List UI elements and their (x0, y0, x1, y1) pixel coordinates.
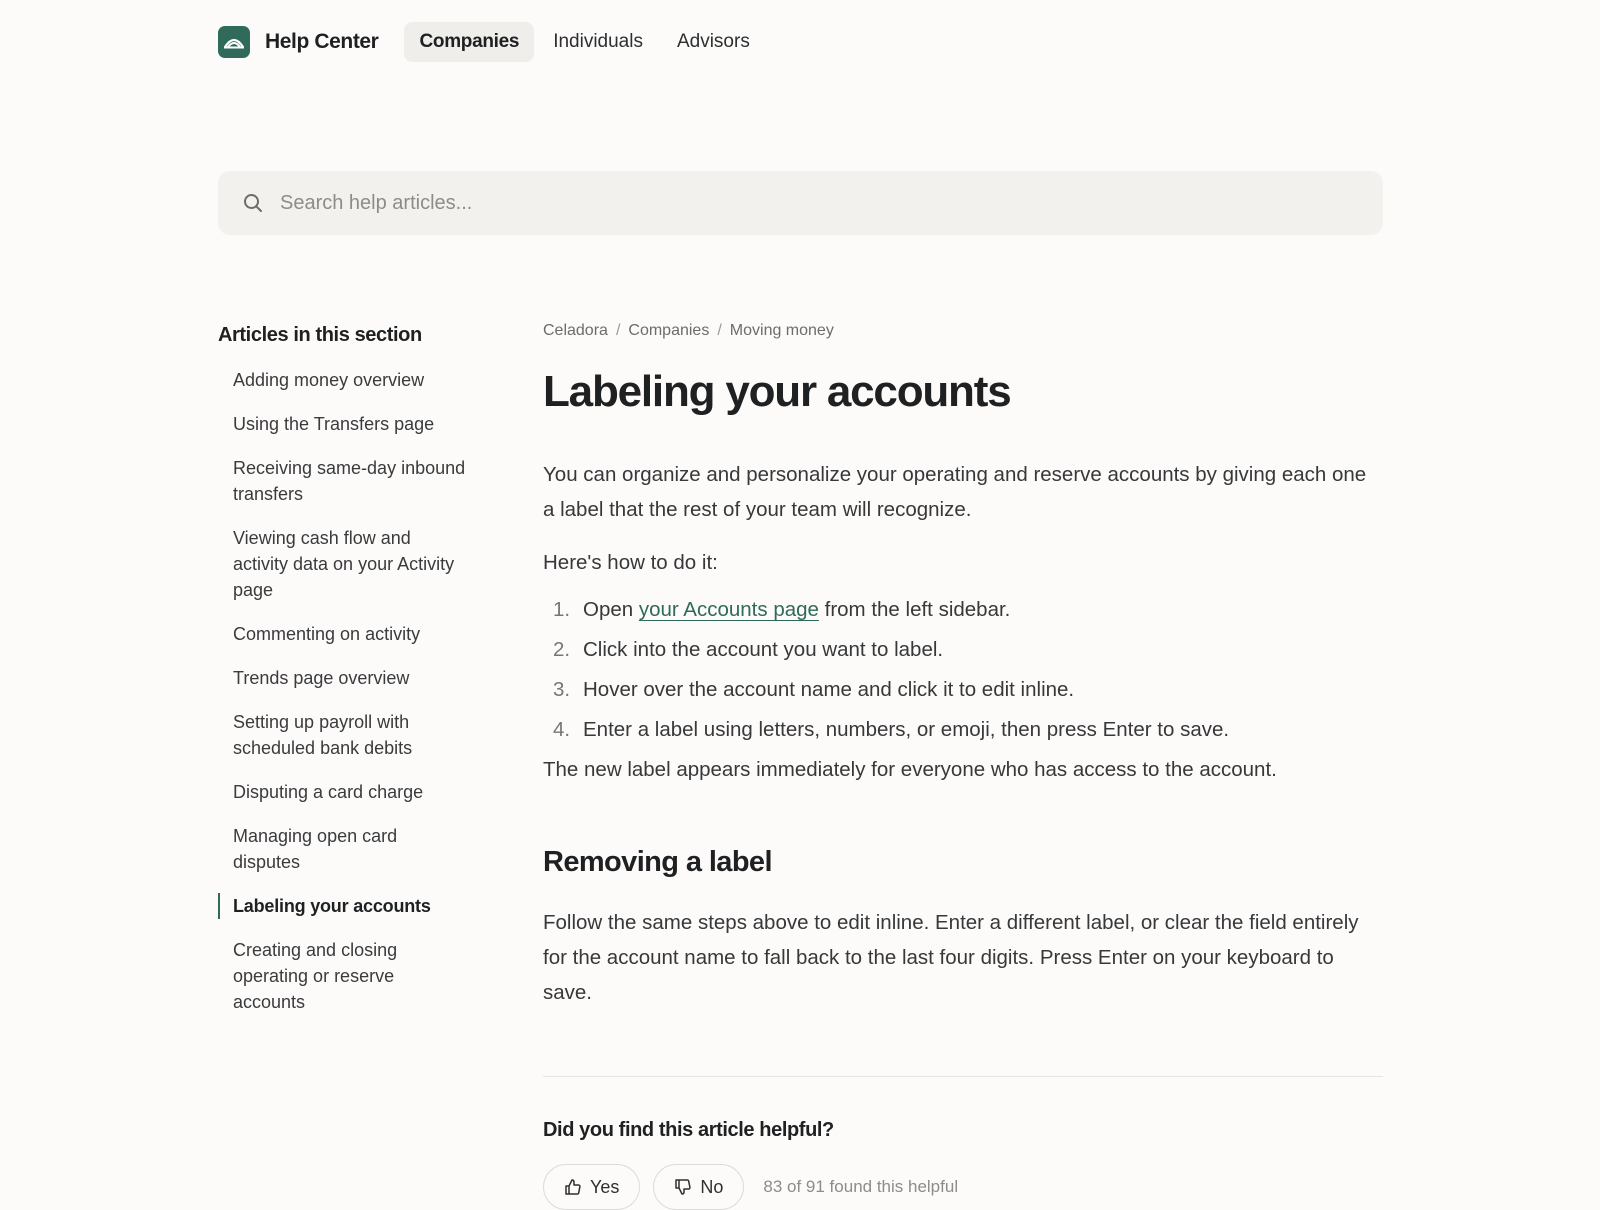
article-list (218, 367, 468, 1015)
brand-name[interactable]: Help Center (265, 30, 379, 53)
sidebar-item-viewing-cash-flow[interactable]: Viewing cash flow and activity data on your Activity page (233, 528, 455, 600)
sidebar-title: Articles in this section (218, 324, 422, 346)
howto-text: Here's how to do it: (543, 551, 718, 574)
top-nav (218, 22, 769, 62)
step-number: 1. (553, 598, 571, 621)
list-item (543, 714, 1383, 746)
step-number: 2. (553, 638, 571, 661)
breadcrumb (543, 322, 1383, 340)
list-item (543, 634, 1383, 666)
step-number: 4. (553, 718, 571, 741)
steps-list (543, 594, 1383, 746)
sidebar-item-creating-closing-accounts[interactable]: Creating and closing operating or reserve accounts (233, 940, 398, 1012)
sidebar-item-adding-money-overview[interactable]: Adding money overview (233, 370, 425, 390)
search-input[interactable] (280, 192, 1383, 215)
feedback-actions (543, 1164, 1383, 1210)
tab-companies[interactable]: Companies (404, 22, 534, 62)
no-button[interactable] (653, 1164, 744, 1210)
divider (543, 1076, 1383, 1077)
search-bar[interactable] (218, 171, 1383, 235)
sidebar-item-trends-overview[interactable]: Trends page overview (233, 668, 410, 688)
sidebar-item-same-day-inbound[interactable]: Receiving same-day inbound transfers (233, 458, 466, 504)
sidebar-item-using-transfers-page[interactable]: Using the Transfers page (233, 414, 435, 434)
sidebar-item-managing-disputes[interactable]: Managing open card disputes (233, 826, 398, 872)
section-sidebar (218, 324, 468, 1033)
after-steps-text: The new label appears immediately for everyone who has access to the account. (543, 758, 1277, 781)
list-item (543, 674, 1383, 706)
page-title: Labeling your accounts (543, 367, 1011, 416)
breadcrumb-separator: / (717, 322, 722, 339)
step-text-prefix: Open (583, 598, 639, 621)
no-label: No (700, 1176, 724, 1197)
tab-advisors[interactable]: Advisors (676, 31, 750, 52)
thumbs-down-icon (674, 1178, 692, 1196)
helpful-count: 83 of 91 found this helpful (763, 1177, 959, 1196)
section-heading: Removing a label (543, 846, 772, 878)
list-item (543, 594, 1383, 626)
yes-label: Yes (590, 1176, 620, 1197)
yes-button[interactable] (543, 1164, 640, 1210)
bridge-logo-icon[interactable] (218, 26, 250, 58)
sidebar-item-payroll-bank-debits[interactable]: Setting up payroll with scheduled bank debits (233, 712, 413, 758)
step-text: Hover over the account name and click it to edit inline. (583, 678, 1075, 701)
step-text: Enter a label using letters, numbers, or emoji, then press Enter to save. (583, 718, 1230, 741)
section-body: Follow the same steps above to edit inline. Enter a different label, or clear the field entirely for the account name to fall back to the last four digits. Press Enter on your keyboard to save. (543, 911, 1359, 1004)
sidebar-item-disputing-card-charge[interactable]: Disputing a card charge (233, 782, 424, 802)
thumbs-up-icon (564, 1178, 582, 1196)
article-intro: You can organize and personalize your operating and reserve accounts by giving each one a label that the rest of your team will recognize. (543, 463, 1367, 521)
sidebar-item-commenting-on-activity[interactable]: Commenting on activity (233, 624, 421, 644)
step-text: Click into the account you want to label. (583, 638, 944, 661)
breadcrumb-item-celadora[interactable]: Celadora (543, 322, 608, 339)
breadcrumb-item-companies[interactable]: Companies (628, 322, 710, 339)
search-icon (242, 192, 264, 214)
accounts-page-link[interactable]: your Accounts page (638, 598, 819, 621)
feedback-title: Did you find this article helpful? (543, 1119, 834, 1141)
step-text-suffix: from the left sidebar. (818, 598, 1011, 621)
breadcrumb-item-moving-money[interactable]: Moving money (729, 322, 834, 339)
sidebar-item-labeling-accounts[interactable]: Labeling your accounts (218, 893, 468, 919)
audience-tabs (404, 22, 768, 62)
article-content (543, 322, 1383, 1210)
step-text (583, 594, 1010, 626)
breadcrumb-separator: / (615, 322, 621, 339)
step-number: 3. (553, 678, 571, 701)
tab-individuals[interactable]: Individuals (553, 31, 643, 52)
